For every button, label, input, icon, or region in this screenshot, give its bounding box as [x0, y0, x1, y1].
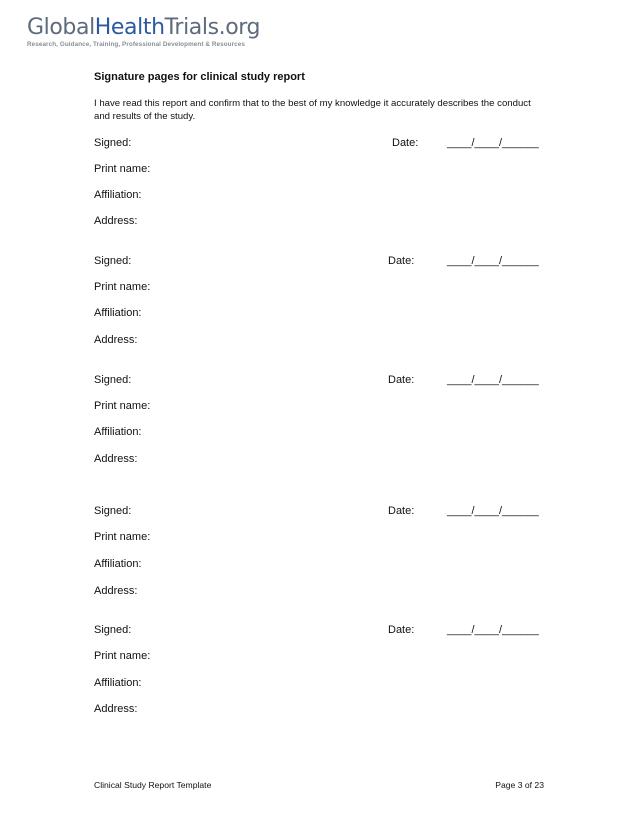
date-blank: ____/____/______: [447, 374, 539, 386]
print-name-row: [94, 162, 546, 176]
logo-word-health: Health: [94, 15, 165, 40]
address-label: Address:: [94, 453, 138, 465]
affiliation-row: [94, 306, 546, 320]
site-logo: [27, 16, 260, 48]
date-blank: ____/____/______: [447, 137, 539, 149]
signed-row: [94, 254, 546, 268]
footer-page-number: Page 3 of 23: [495, 780, 544, 790]
address-row: [94, 584, 546, 598]
address-row: [94, 702, 546, 716]
address-row: [94, 333, 546, 347]
signed-label: Signed:: [94, 255, 132, 267]
address-label: Address:: [94, 334, 138, 346]
date-label: Date:: [388, 624, 415, 636]
signed-row: [94, 373, 546, 387]
print-name-label: Print name:: [94, 163, 151, 175]
affiliation-label: Affiliation:: [94, 307, 142, 319]
date-blank: ____/____/______: [447, 624, 539, 636]
print-name-label: Print name:: [94, 281, 151, 293]
address-row: [94, 214, 546, 228]
print-name-row: [94, 649, 546, 663]
logo-word-global: Global: [27, 15, 95, 40]
date-blank: ____/____/______: [447, 505, 539, 517]
page-title: Signature pages for clinical study report: [94, 71, 305, 83]
date-label: Date:: [392, 137, 419, 149]
signed-row: [94, 504, 546, 518]
intro-paragraph: I have read this report and confirm that to the best of my knowledge it accurately describes the conduct and results of the study.: [94, 98, 531, 122]
signed-label: Signed:: [94, 505, 132, 517]
signed-row: [94, 136, 546, 150]
date-label: Date:: [388, 505, 415, 517]
logo-wordmark: [27, 16, 260, 40]
address-label: Address:: [94, 215, 138, 227]
logo-tagline: Research, Guidance, Training, Professional Development & Resources: [27, 41, 245, 48]
affiliation-label: Affiliation:: [94, 426, 142, 438]
signed-row: [94, 623, 546, 637]
signed-label: Signed:: [94, 137, 132, 149]
affiliation-label: Affiliation:: [94, 189, 142, 201]
signed-label: Signed:: [94, 624, 132, 636]
affiliation-label: Affiliation:: [94, 558, 142, 570]
date-blank: ____/____/______: [447, 255, 539, 267]
signed-label: Signed:: [94, 374, 132, 386]
address-label: Address:: [94, 585, 138, 597]
affiliation-row: [94, 676, 546, 690]
print-name-row: [94, 530, 546, 544]
affiliation-row: [94, 557, 546, 571]
print-name-label: Print name:: [94, 531, 151, 543]
affiliation-row: [94, 188, 546, 202]
date-label: Date:: [388, 374, 415, 386]
date-label: Date:: [388, 255, 415, 267]
print-name-label: Print name:: [94, 400, 151, 412]
logo-word-trials: Trials.org: [164, 15, 261, 40]
affiliation-label: Affiliation:: [94, 677, 142, 689]
affiliation-row: [94, 425, 546, 439]
address-label: Address:: [94, 703, 138, 715]
print-name-row: [94, 280, 546, 294]
print-name-label: Print name:: [94, 650, 151, 662]
footer-document-name: Clinical Study Report Template: [94, 780, 212, 790]
print-name-row: [94, 399, 546, 413]
address-row: [94, 452, 546, 466]
